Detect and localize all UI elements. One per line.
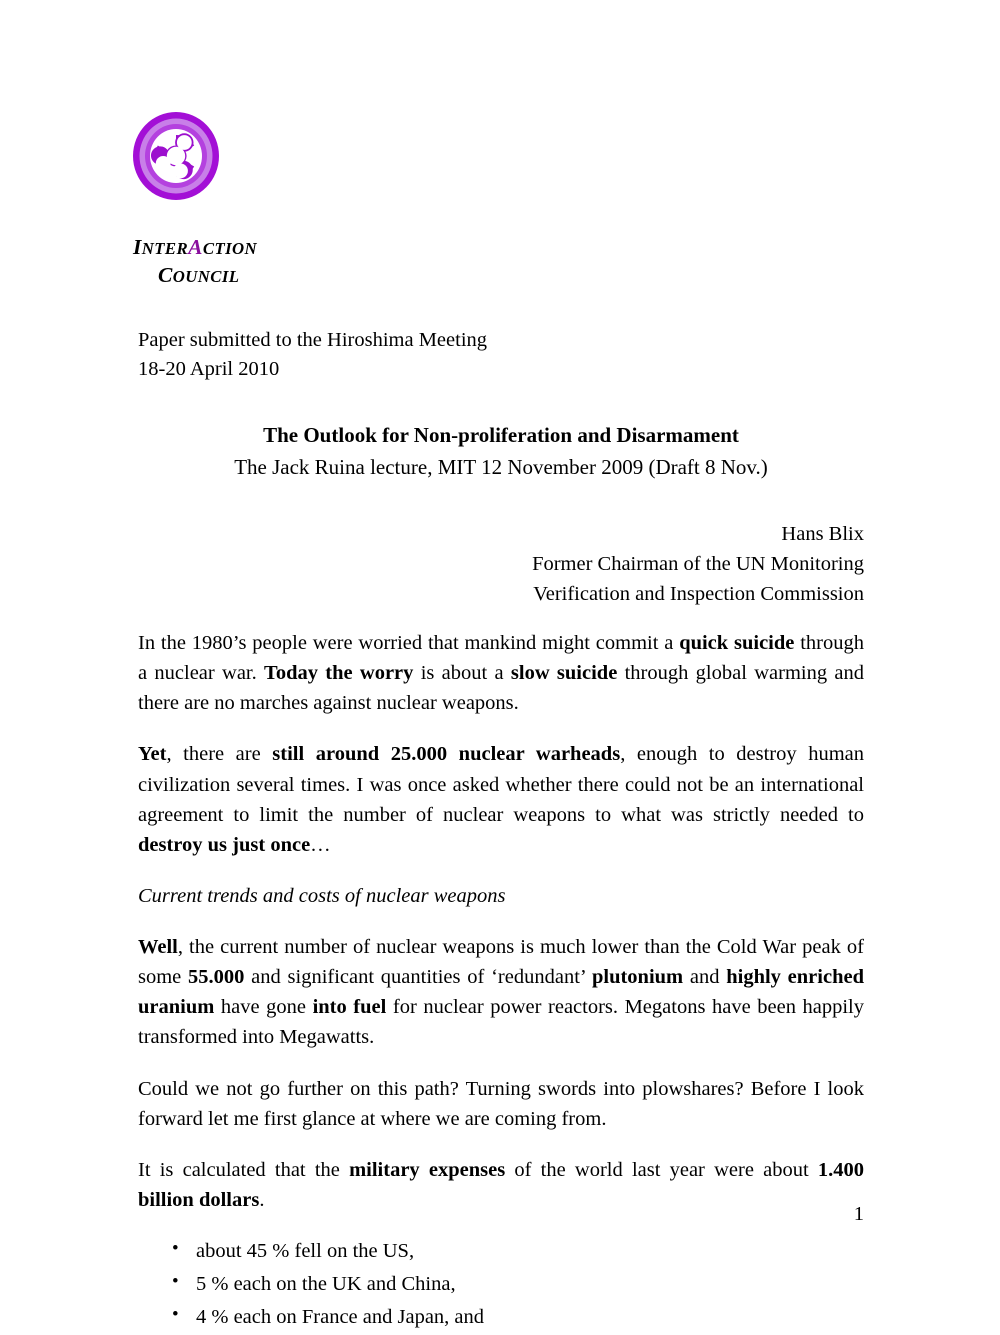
author-affiliation-line1: Former Chairman of the UN Monitoring — [532, 553, 864, 576]
body-paragraph-1 — [138, 628, 864, 718]
p1-s1: In the 1980’s people were worried that mankind might commit a — [138, 632, 680, 654]
author-block — [138, 519, 864, 609]
p3-s3: and — [683, 966, 727, 989]
p3-b4: highly enriched uranium — [138, 966, 864, 1019]
p2-s1: , there are — [166, 743, 273, 766]
list-item: • about 45 % fell on the US, — [138, 1236, 864, 1266]
p4-s1: Could we not go further on this path? Turning swords into plowshares? Before I look forward let me first glance at where we are coming from. — [138, 1077, 864, 1130]
p3-s5: for nuclear power reactors. Megatons have been happily transformed into Megawatts. — [138, 996, 865, 1049]
organization-wordmark — [133, 234, 303, 289]
p3-b3: plutonium — [591, 966, 684, 989]
p1-b1: quick suicide — [679, 632, 795, 654]
section-heading: Current trends and costs of nuclear weapons — [138, 884, 506, 907]
body-paragraph-2 — [138, 739, 864, 860]
p3-s2: and significant quantities of ‘redundant’ — [244, 966, 592, 989]
organization-logo-block — [133, 112, 303, 289]
p3-b5: into fuel — [312, 996, 387, 1019]
submission-line-meeting: Paper submitted to the Hiroshima Meeting — [138, 329, 488, 351]
wordmark-ouncil: OUNCIL — [172, 266, 240, 286]
wordmark-i: I — [133, 235, 142, 259]
author-affiliation-line2: Verification and Inspection Commission — [533, 583, 864, 606]
submission-note — [138, 326, 864, 384]
submission-line-date: 18-20 April 2010 — [138, 358, 280, 381]
p3-s1: , the current number of nuclear weapons is much lower than the Cold War peak of some — [138, 936, 864, 989]
p2-b2: still around 25.000 nuclear warheads — [272, 743, 621, 766]
p1-b2: Today the worry — [264, 662, 414, 685]
wordmark-c: C — [158, 262, 173, 287]
wordmark-line-council — [133, 262, 303, 290]
page-number: 1 — [853, 1203, 864, 1225]
p3-b2: 55.000 — [188, 966, 245, 989]
page-subtitle: The Jack Ruina lecture, MIT 12 November 2009 (Draft 8 Nov.) — [234, 454, 768, 479]
p1-s2: through a nuclear war. — [138, 632, 864, 685]
body-paragraph-3 — [138, 932, 864, 1053]
p5-s3: . — [259, 1188, 265, 1211]
p5-s1: It is calculated that the — [138, 1158, 350, 1181]
list-item: • 4 % each on France and Japan, and — [138, 1302, 864, 1332]
p3-b1: Well — [138, 936, 178, 958]
list-item: • 5 % each on the UK and China, — [138, 1269, 864, 1299]
author-name: Hans Blix — [781, 523, 864, 545]
p2-b3: destroy us just once — [138, 833, 311, 856]
wordmark-a-accent: A — [188, 235, 203, 259]
document-body — [138, 628, 864, 1335]
p5-s2: of the world last year were about — [505, 1158, 818, 1181]
wordmark-nter: NTER — [141, 239, 189, 258]
p5-b2: 1.400 billion dollars — [138, 1158, 864, 1211]
p1-s4: through global warming and there are no marches against nuclear weapons. — [138, 662, 864, 715]
page-title: The Outlook for Non-proliferation and Disarmament — [263, 423, 739, 447]
p1-b3: slow suicide — [510, 662, 618, 685]
p2-s3: … — [310, 833, 331, 856]
p2-b1: Yet — [138, 743, 167, 766]
wordmark-ction: CTION — [202, 239, 258, 258]
p2-s2: , enough to destroy human civilization several times. I was once asked whether there could not be an international agreement to limit the number of nuclear weapons to what was strictly needed to — [138, 743, 864, 826]
military-expense-breakdown-list — [138, 1236, 864, 1332]
wordmark-line-interaction — [133, 234, 303, 262]
p1-s3: is about a — [413, 662, 511, 685]
interaction-council-triskelion-logo-icon — [133, 112, 219, 200]
body-paragraph-4 — [138, 1074, 864, 1134]
title-block — [138, 420, 864, 483]
p3-s4: have gone — [214, 996, 313, 1019]
p5-b1: military expenses — [349, 1158, 506, 1181]
